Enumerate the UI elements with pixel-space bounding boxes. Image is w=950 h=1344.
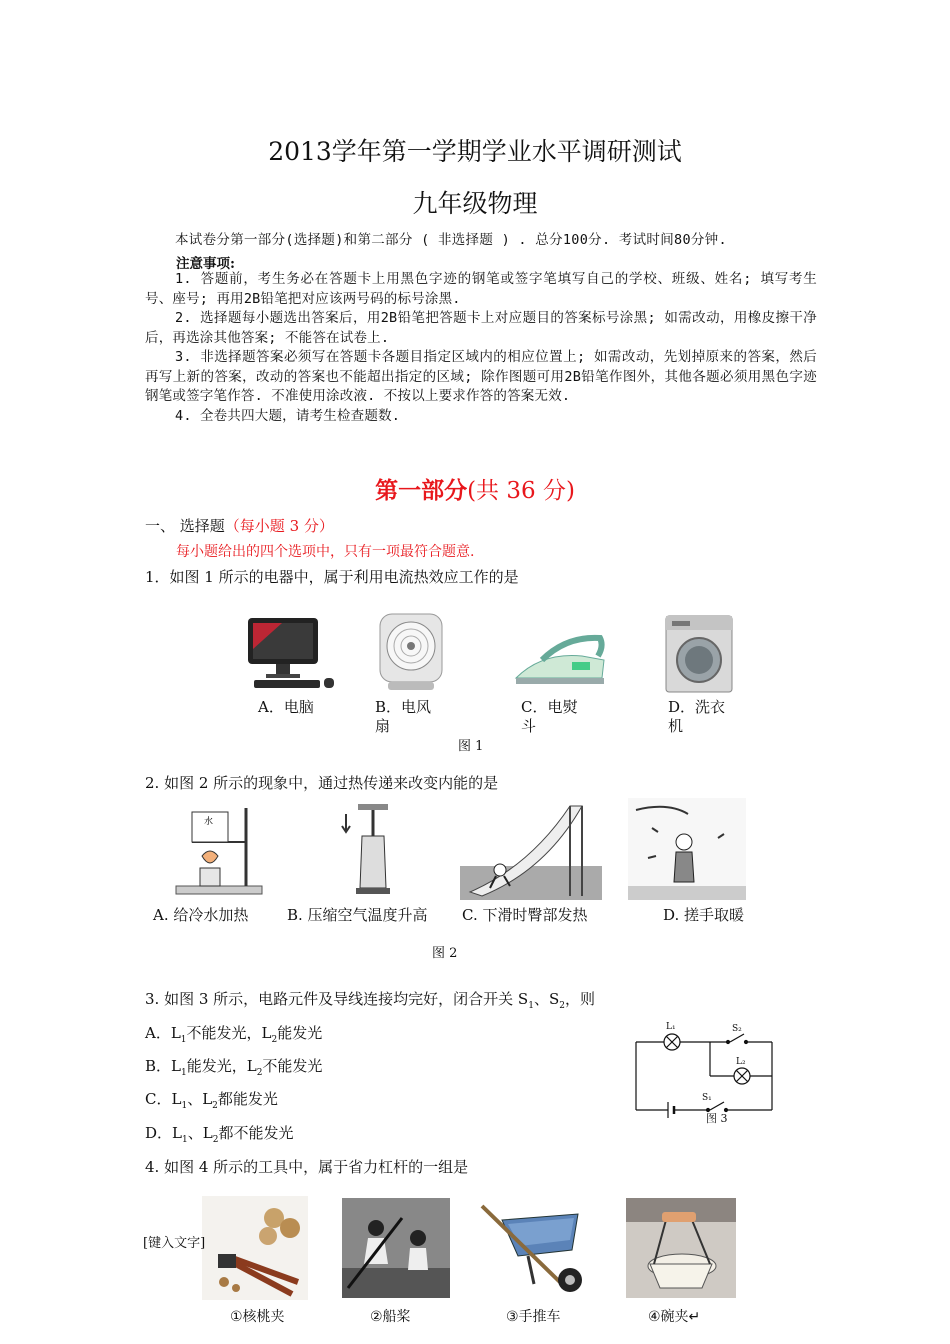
section-heading: [145, 515, 334, 536]
paddle-image: [342, 1198, 450, 1298]
air-pump-image: [338, 800, 398, 898]
exam-title: 2013学年第一学期学业水平调研测试: [268, 137, 682, 166]
q1-option-a: A．电脑: [258, 698, 314, 716]
part-title: [0, 472, 950, 505]
figure-2-caption: 图 2: [432, 946, 458, 961]
question-3-text: 3. 如图 3 所示，电路元件及导线连接均完好，闭合开关 $S_1$、$S_2$，则: [145, 990, 595, 1011]
section-number: 一、: [145, 517, 176, 535]
figure-3-caption: 图 3: [706, 1112, 728, 1125]
washing-machine-image: [662, 612, 736, 696]
notice-item: 4. 全卷共四大题，请考生检查题数.: [175, 407, 401, 424]
question-1-text: 1．如图 1 所示的电器中，属于利用电流热效应工作的是: [145, 568, 519, 586]
part-points: (共 36 分): [467, 478, 575, 504]
notice-item: 2. 选择题每小题选出答案后，用2B铅笔把答题卡上对应题目的答案标号涂黑; 如需改动，用橡皮擦干净后，再选涂其他答案; 不能答在试卷上.: [145, 310, 817, 346]
beaker-label: 水: [204, 817, 214, 827]
q1-option-d: D．洗衣机: [668, 698, 726, 735]
rubbing-hands-image: [628, 798, 746, 900]
switch-s1-label: S₁: [702, 1093, 712, 1103]
figure-1-caption: 图 1: [458, 739, 484, 754]
question-4-text: 4. 如图 4 所示的工具中，属于省力杠杆的一组是: [145, 1158, 469, 1176]
circuit-diagram: [630, 1018, 780, 1128]
tool-label-nutcracker: ①核桃夹: [230, 1309, 285, 1325]
notice-item: 1. 答题前，考生务必在答题卡上用黑色字迹的钢笔或签字笔填写自己的学校、班级、姓名; 填写考生号、座号; 再用2B铅笔把对应该两号码的标号涂黑.: [145, 271, 817, 307]
q1-option-b: B．电风扇: [375, 698, 432, 735]
tool-label-paddle: ②船桨: [370, 1309, 411, 1325]
tool-label-wheelbarrow: ③手推车: [506, 1309, 561, 1325]
section-name: 选择题: [175, 517, 225, 535]
part-name: 第一部分: [375, 477, 468, 504]
bowl-clip-image: [626, 1198, 736, 1298]
q2-option-c: C. 下滑时臀部发热: [462, 906, 588, 924]
section-points: （每小题 3 分）: [224, 517, 334, 535]
q2-option-b: B. 压缩空气温度升高: [287, 906, 428, 924]
heating-water-image: [172, 800, 268, 898]
tool-label-bowl-clip: ④碗夹↵: [648, 1309, 701, 1325]
switch-s2-label: S₂: [732, 1024, 742, 1034]
q1-option-c: C．电熨斗: [521, 698, 578, 735]
placeholder-text: [键入文字]: [143, 1236, 206, 1251]
notice-heading: 注意事项:: [176, 256, 235, 272]
computer-image: [242, 614, 338, 694]
question-2-text: 2. 如图 2 所示的现象中，通过热传递来改变内能的是: [145, 774, 499, 792]
q3-option-c: C．$L_1$、$L_2$都能发光: [145, 1090, 278, 1111]
q3-option-a: A．$L_1$不能发光，$L_2$能发光: [145, 1024, 323, 1045]
nutcracker-image: [202, 1196, 308, 1300]
section-instruction: 每小题给出的四个选项中，只有一项最符合题意.: [176, 544, 475, 560]
q3-option-d: D．$L_1$、$L_2$都不能发光: [145, 1124, 294, 1145]
notice-list: [145, 270, 817, 426]
lamp-l1-label: L₁: [666, 1022, 676, 1032]
lamp-l2-label: L₂: [736, 1057, 746, 1067]
q3-option-b: B．$L_1$能发光，$L_2$不能发光: [145, 1057, 323, 1078]
slide-image: [460, 796, 602, 900]
q2-option-d: D. 搓手取暖: [663, 906, 745, 924]
notice-item: 3. 非选择题答案必须写在答题卡各题目指定区域内的相应位置上; 如需改动，先划掉原来的答案，然后再写上新的答案，改动的答案也不能超出指定的区域; 除作图题可用2B铅笔作图外，其他各题必须用黑色字迹钢笔或签字笔作答. 不准使用涂改液. 不按以上要求作答的答案无效.: [145, 349, 817, 404]
electric-iron-image: [512, 626, 612, 690]
electric-fan-image: [376, 610, 446, 696]
q2-option-a: A. 给冷水加热: [153, 906, 249, 924]
exam-intro: 本试卷分第一部分(选择题)和第二部分 ( 非选择题 ) . 总分100分. 考试时间80分钟.: [175, 232, 727, 248]
exam-subject: 九年级物理: [412, 189, 538, 218]
wheelbarrow-image: [478, 1200, 594, 1298]
